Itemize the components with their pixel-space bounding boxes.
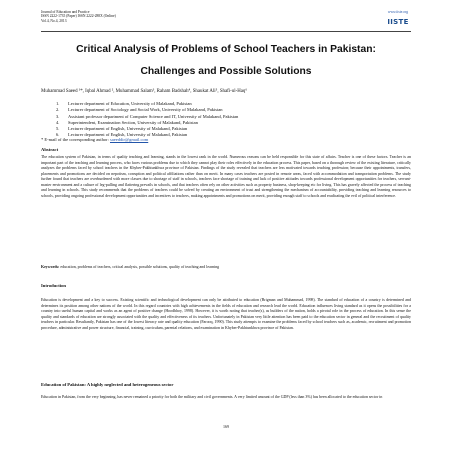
paper-title: Critical Analysis of Problems of School Teachers in Pakistan: [76, 44, 376, 55]
section-heading: Education of Pakistan: A highly neglected and heterogeneous sector [41, 382, 174, 387]
journal-name: Journal of Education and Practice [41, 10, 90, 14]
introduction-text: Education is development and a key to success. Existing scientific and technological development can only be attributed to education (Brigman and Muhammad, 1998). The standard of education of a country is determined and determines its position among other nations of the world. In this regard countries with high achievements in the fields of education and research lead the world. Education influences living standard as it opens the possibilities for a country into useful human capital and works as an agent of positive change (Hoodbhoy, 1998). However, it is worth noting that teacher(s), as builders of the nation, holds a pivotal role in the process of education. In this sense the quality and standards of education are strongly associated with the quality and effectiveness of its teachers. Unfortunately in Pakistan very little attention has been paid to the education sector in general and the recruitment of quality teachers in particular. Resultantly, Pakistan has one of the lowest literacy rate and quality education (Farooq, 1990). This study attempts to examine the problems faced by school teachers such as, academic, recruitment and promotion procedure, administrative and power structure, financial, training, curriculum, parental relations, and examination in Khyber-Pakhtunkhwa province of Pakistan. [41, 297, 411, 330]
affiliation-item: 3. Assistant professor department of Computer Science and IT, University of Malakand, Pakistan [56, 113, 239, 119]
journal-volume: Vol.4, No.4, 2013 [41, 18, 67, 23]
keywords-line [41, 264, 411, 269]
affiliation-item: 1. Lecturer department of Education, University of Malakand, Pakistan [56, 101, 192, 106]
affiliation-item: 5. Lecturer department of English, University of Malakand, Pakistan [56, 126, 188, 132]
keywords-label: Keywords: [41, 264, 60, 269]
affiliation-item: 4. Superintendent, Examination Section, University of Malakand, Pakistan [56, 119, 198, 125]
affiliation-item: 6. Lecturer department of English, University of Malakand, Pakistan [56, 132, 188, 138]
keywords-text: education, problems of teachers, critical analysis, possible solutions, quality of teaching and learning [59, 264, 220, 269]
logo-text: IISTE [387, 18, 409, 26]
paper-subtitle: Challenges and Possible Solutions [140, 66, 312, 77]
iiste-logo [386, 16, 410, 28]
section-text: Education in Pakistan, from the very beginning, has never remained a priority for both the military and civil governments. A very limited amount of the GDP (less than 3%) has been allocated to the education sector in [41, 394, 383, 399]
affiliation-list [56, 101, 238, 139]
email-link[interactable]: saeeddir@gmail.com [109, 137, 149, 142]
page-number: 169 [223, 424, 229, 429]
journal-header [41, 10, 116, 23]
introduction-heading: Introduction [41, 283, 66, 288]
author-list: Muhammad Saeed ¹*, Iqbal Ahmad ², Muhammad Salam³, Raham Badshah⁴, Shaukat Ali⁵, Shafi-ul-Haq⁶ [41, 89, 248, 94]
abstract-heading: Abstract [41, 147, 59, 152]
journal-url[interactable]: www.iiste.org [387, 10, 408, 14]
journal-issn: ISSN 2222-1735 (Paper) ISSN 2222-288X (Online) [41, 14, 116, 19]
affiliation-item: 2. Lecturer department of Sociology and Social Work, University of Malakand, Pakistan [56, 107, 223, 113]
corresponding-email [41, 137, 148, 142]
header-rule [41, 31, 411, 32]
email-label: * E-mail of the corresponding author: [41, 137, 110, 142]
abstract-text: The education system of Pakistan, in terms of quality teaching and learning, stands in the lowest rank in the world. Numerous reasons can be held responsible for this state of affairs. Teacher is one of these factors. Teacher is an important part of the teaching and learning process, who faces various problems due to which they cannot play their roles effectively in the education process. This paper, based on a thorough review of the existing literature, critically analyzes the problems faced by school teachers in the Khyber-Pakhtunkhwa province of Pakistan. Findings of the study revealed that teachers are less motivated towards teaching profession; because their appointments, transfers, placements and promotions are decided on nepotism, corruption and political affiliations rather than on merit. In many cases teachers are posted in remote areas, faced with accommodation and transportation problems. The study further found that teachers are overburdened with more classes due to shortage of staff in schools, teachers face shortage of training and lack of positive attitudes towards professional development opportunities for teachers, servant-master environment and a culture of leg-pulling and flattering prevails in schools, and that teachers often rely on other activities such as property business, shop-keeping etc for living. This has gravely affected the process of teaching and learning in schools. This study recommends that the problems of teachers could be solved by creating an environment of trust and strengthening the mechanism of accountability, providing teaching and learning resources to schools, providing ongoing professional development opportunities and incentives to teachers, making appointments and promotions on merit, providing enough staff to schools and eradicating the evil of political interference. [41, 154, 411, 198]
